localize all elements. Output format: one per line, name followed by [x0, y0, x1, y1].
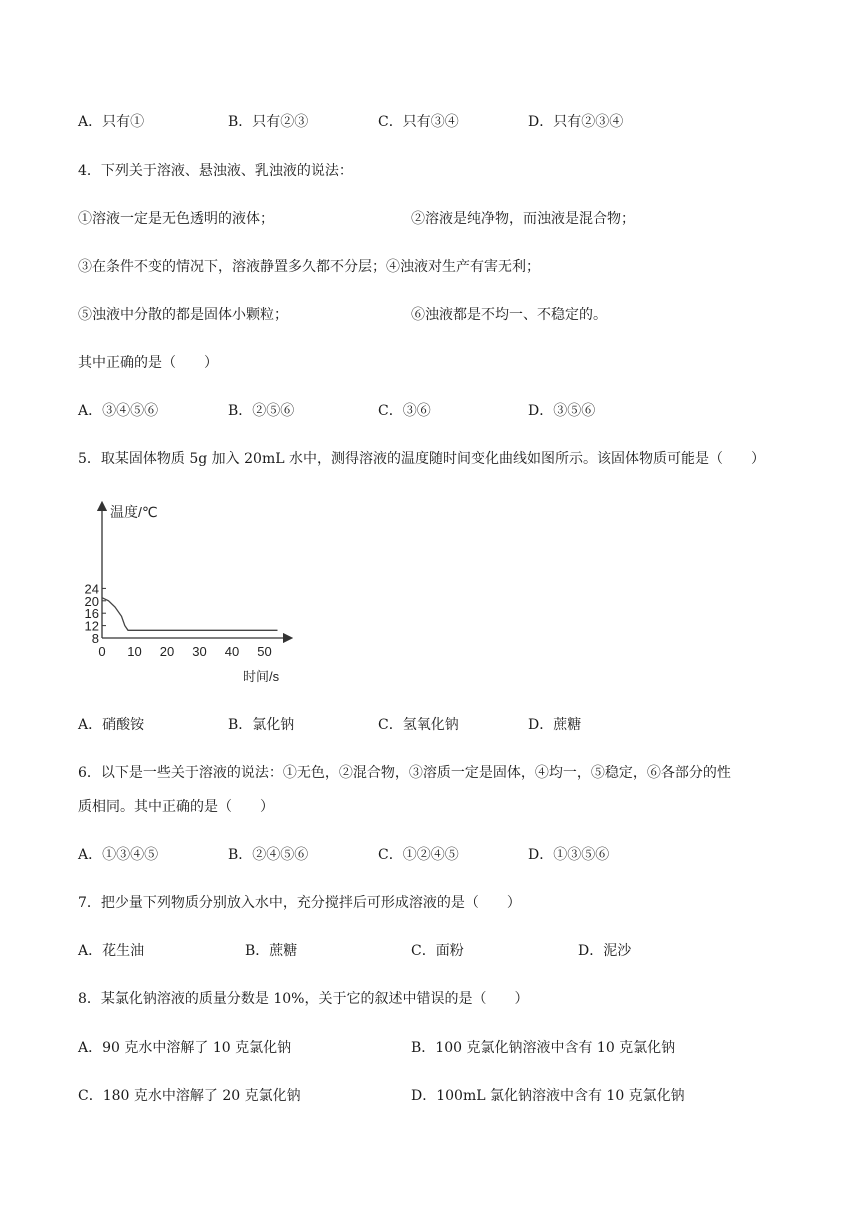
q6-stem-line-1: 6．以下是一些关于溶液的说法：①无色，②混合物，③溶质一定是固体，④均一，⑤稳定，⑥各部分的性: [78, 765, 731, 781]
q5-option-c: C．氢氧化钠: [378, 717, 459, 733]
q3-option-b: B．只有②③: [228, 114, 309, 130]
q8-stem: 8．某氯化钠溶液的质量分数是 10%，关于它的叙述中错误的是（ ）: [78, 991, 529, 1007]
q4-ask: 其中正确的是（ ）: [78, 355, 218, 371]
q4-statement-1: ①溶液一定是无色透明的液体；: [78, 211, 274, 227]
q4-statement-3-4: ③在条件不变的情况下，溶液静置多久都不分层；④浊液对生产有害无利；: [78, 259, 540, 275]
q3-option-d: D．只有②③④: [528, 114, 624, 130]
q4-statement-5: ⑤浊液中分散的都是固体小颗粒；: [78, 307, 288, 323]
q6-option-b: B．②④⑤⑥: [228, 847, 309, 863]
q5-stem: 5．取某固体物质 5g 加入 20mL 水中，测得溶液的温度随时间变化曲线如图所示。该固体物质可能是（ ）: [78, 451, 765, 467]
q6-stem-line-2: 质相同。其中正确的是（ ）: [78, 799, 274, 815]
y-tick-label: 20: [84, 593, 99, 609]
q5-option-d: D．蔗糖: [528, 717, 582, 733]
series-line-temperature: [102, 598, 278, 631]
q4-statement-6: ⑥浊液都是不均一、不稳定的。: [411, 307, 607, 323]
q4-statement-2: ②溶液是纯净物，而浊液是混合物；: [411, 211, 635, 227]
q6-option-d: D．①③⑤⑥: [528, 847, 610, 863]
q4-option-c: C．③⑥: [378, 403, 431, 419]
y-tick-label: 16: [84, 606, 99, 622]
x-tick-label: 0: [98, 644, 106, 659]
q7-stem: 7．把少量下列物质分别放入水中，充分搅拌后可形成溶液的是（ ）: [78, 895, 521, 911]
q3-option-c: C．只有③④: [378, 114, 459, 130]
q5-option-b: B．氯化钠: [228, 717, 295, 733]
temperature-time-chart: [80, 496, 310, 691]
q5-option-a: A．硝酸铵: [78, 717, 145, 733]
q7-option-c: C．面粉: [411, 943, 464, 959]
q4-option-d: D．③⑤⑥: [528, 403, 596, 419]
q4-option-b: B．②⑤⑥: [228, 403, 295, 419]
x-tick-label: 30: [192, 644, 207, 659]
x-tick-label: 20: [159, 644, 175, 659]
x-tick-label: 40: [224, 644, 240, 659]
q6-option-c: C．①②④⑤: [378, 847, 459, 863]
chart-axes: [102, 506, 288, 638]
q8-option-c: C．180 克水中溶解了 20 克氯化钠: [78, 1088, 301, 1104]
y-axis-label: 温度/℃: [110, 504, 158, 520]
x-tick-label: 10: [127, 644, 142, 659]
y-ticks: [85, 581, 106, 646]
q3-option-a: A．只有①: [78, 114, 145, 130]
q8-option-d: D．100mL 氯化钠溶液中含有 10 克氯化钠: [411, 1088, 685, 1104]
q4-option-a: A．③④⑤⑥: [78, 403, 159, 419]
y-tick-label: 8: [91, 631, 99, 646]
q8-option-b: B．100 克氯化钠溶液中含有 10 克氯化钠: [411, 1040, 676, 1056]
y-tick-label: 24: [84, 581, 99, 597]
series-lines: [102, 598, 278, 631]
q4-stem: 4．下列关于溶液、悬浊液、乳浊液的说法：: [78, 163, 353, 179]
y-tick-label: 12: [84, 618, 99, 634]
q7-option-a: A．花生油: [78, 943, 145, 959]
q7-option-b: B．蔗糖: [245, 943, 298, 959]
x-ticks: [98, 644, 271, 659]
q8-option-a: A．90 克水中溶解了 10 克氯化钠: [78, 1040, 292, 1056]
q7-option-d: D．泥沙: [578, 943, 632, 959]
q6-option-a: A．①③④⑤: [78, 847, 159, 863]
x-axis-label: 时间/s: [243, 669, 280, 684]
x-tick-label: 50: [257, 644, 272, 659]
